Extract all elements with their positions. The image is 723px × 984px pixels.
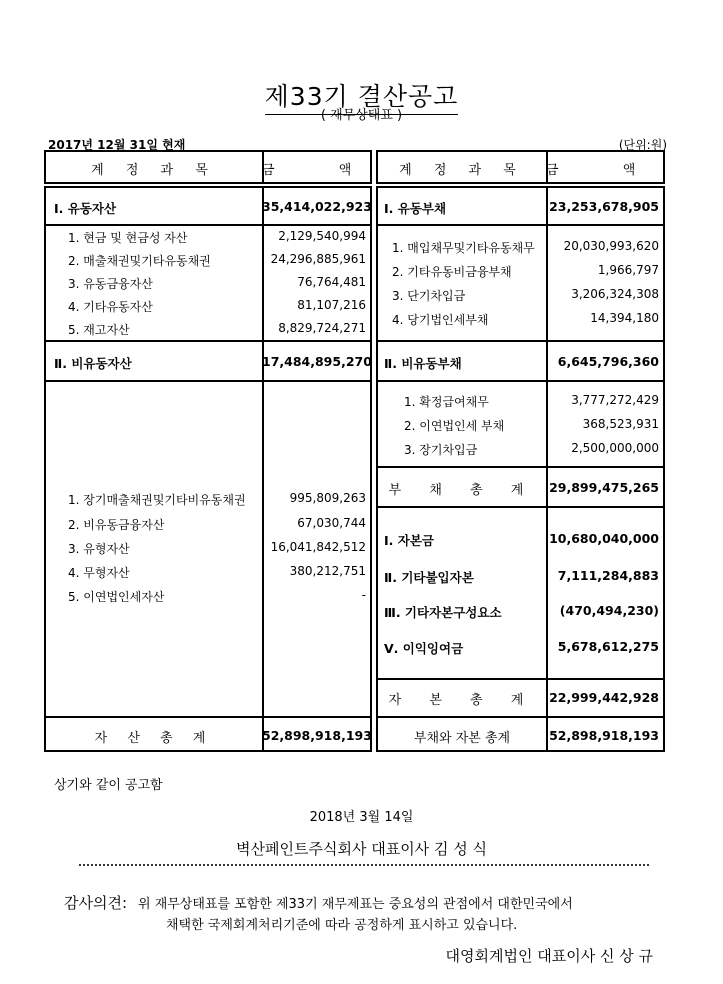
liab-item-label: 3. 단기차입금 (392, 289, 466, 303)
asset-item-amount: 76,764,481 (297, 275, 366, 289)
equity-total-amount: 22,999,442,928 (549, 690, 659, 705)
liab-item-amount: 368,523,931 (582, 417, 659, 431)
liab-item-label: 3. 장기차입금 (404, 443, 478, 457)
liab-item-amount: 14,394,180 (590, 311, 659, 325)
assets-current-amount: 35,414,022,923 (262, 199, 372, 214)
asset-item-label: 2. 비유동금융자산 (68, 518, 165, 532)
asset-item-label: 1. 장기매출채권및기타비유동채권 (68, 493, 246, 507)
header-account-right-text: 계 정 과 목 (399, 163, 525, 178)
asset-item-amount: 995,809,263 (289, 491, 366, 505)
liab-current-amount: 23,253,678,905 (549, 199, 659, 214)
equity-item-amount: 5,678,612,275 (557, 639, 659, 654)
audit-opinion-line1: 위 재무상태표를 포함한 제33기 재무제표는 중요성의 관점에서 대한민국에서 (138, 897, 573, 912)
liab-item-amount: 3,206,324,308 (571, 287, 659, 301)
liab-item-amount: 20,030,993,620 (563, 239, 659, 253)
assets-noncurrent-amount: 17,484,895,270 (262, 354, 372, 369)
liab-item-amount: 2,500,000,000 (571, 441, 659, 455)
asset-item-amount: 81,107,216 (297, 298, 366, 312)
asset-item-label: 1. 현금 및 현금성 자산 (68, 231, 188, 245)
assets-noncurrent-label: Ⅱ. 비유동자산 (54, 356, 132, 371)
equity-item-label: Ⅴ. 이익잉여금 (384, 641, 464, 656)
liab-noncurrent-amount: 6,645,796,360 (557, 354, 659, 369)
liab-item-label: 1. 매입채무및기타유동채무 (392, 241, 535, 255)
liab-noncurrent-label: Ⅱ. 비유동부채 (384, 356, 462, 371)
assets-table (44, 186, 372, 752)
header-account-left-text: 계 정 과 목 (91, 163, 217, 178)
grand-total-amount: 52,898,918,193 (549, 728, 659, 743)
liab-item-label: 2. 기타유동비금융부채 (392, 265, 512, 279)
page-subtitle: ( 재무상태표 ) (320, 108, 403, 123)
grand-total-label: 부채와 자본 총계 (413, 731, 511, 746)
unit-label: (단위:원) (618, 138, 667, 152)
liab-item-label: 4. 당기법인세부채 (392, 313, 489, 327)
auditor-signature: 대영회계법인 대표이사 신 상 규 (445, 947, 653, 965)
announcement-date: 2018년 3월 14일 (309, 810, 414, 825)
report-date: 2017년 12월 31일 현재 (48, 138, 186, 152)
asset-item-amount: 24,296,885,961 (270, 252, 366, 266)
asset-item-label: 4. 무형자산 (68, 566, 130, 580)
equity-item-amount: (470,494,230) (559, 603, 659, 618)
equity-item-amount: 10,680,040,000 (549, 531, 659, 546)
audit-opinion-line2: 채택한 국제회계처리기준에 따라 공정하게 표시하고 있습니다. (166, 918, 518, 933)
liab-total-label: 부 채 총 계 (388, 483, 536, 498)
liab-item-amount: 1,966,797 (597, 263, 659, 277)
asset-item-amount: - (361, 588, 366, 602)
asset-item-amount: 2,129,540,994 (278, 229, 366, 243)
equity-item-label: Ⅱ. 기타불입자본 (384, 570, 474, 585)
equity-total-label: 자 본 총 계 (388, 693, 536, 708)
assets-current-label: Ⅰ. 유동자산 (54, 201, 117, 216)
equity-item-label: Ⅲ. 기타자본구성요소 (384, 605, 502, 620)
asset-item-amount: 67,030,744 (297, 516, 366, 530)
liab-total-amount: 29,899,475,265 (549, 480, 659, 495)
asset-item-label: 4. 기타유동자산 (68, 300, 153, 314)
liab-current-label: Ⅰ. 유동부채 (384, 201, 447, 216)
asset-item-amount: 16,041,842,512 (270, 540, 366, 554)
liab-item-label: 1. 확정급여채무 (404, 395, 489, 409)
liab-item-label: 2. 이연법인세 부채 (404, 419, 505, 433)
asset-item-label: 3. 유형자산 (68, 542, 130, 556)
dotted-divider (79, 864, 649, 866)
asset-item-label: 5. 재고자산 (68, 323, 130, 337)
audit-label: 감사의견: (64, 894, 128, 912)
title-text: 제33기 결산공고 (265, 77, 459, 115)
assets-total-label: 자 산 총 계 (94, 731, 214, 746)
asset-item-amount: 380,212,751 (289, 564, 366, 578)
liab-item-amount: 3,777,272,429 (571, 393, 659, 407)
company-signature: 벽산페인트주식회사 대표이사 김 성 식 (236, 840, 487, 858)
announcement-note: 상기와 같이 공고함 (54, 778, 163, 793)
equity-item-label: Ⅰ. 자본금 (384, 533, 434, 548)
asset-item-label: 3. 유동금융자산 (68, 277, 153, 291)
header-amount-right-text: 금 액 (546, 163, 666, 178)
equity-item-amount: 7,111,284,883 (557, 568, 659, 583)
header-amount-left-text: 금 액 (262, 163, 382, 178)
asset-item-label: 2. 매출채권및기타유동채권 (68, 254, 211, 268)
assets-total-amount: 52,898,918,193 (262, 728, 372, 743)
asset-item-amount: 8,829,724,271 (278, 321, 366, 335)
asset-item-label: 5. 이연법인세자산 (68, 590, 165, 604)
